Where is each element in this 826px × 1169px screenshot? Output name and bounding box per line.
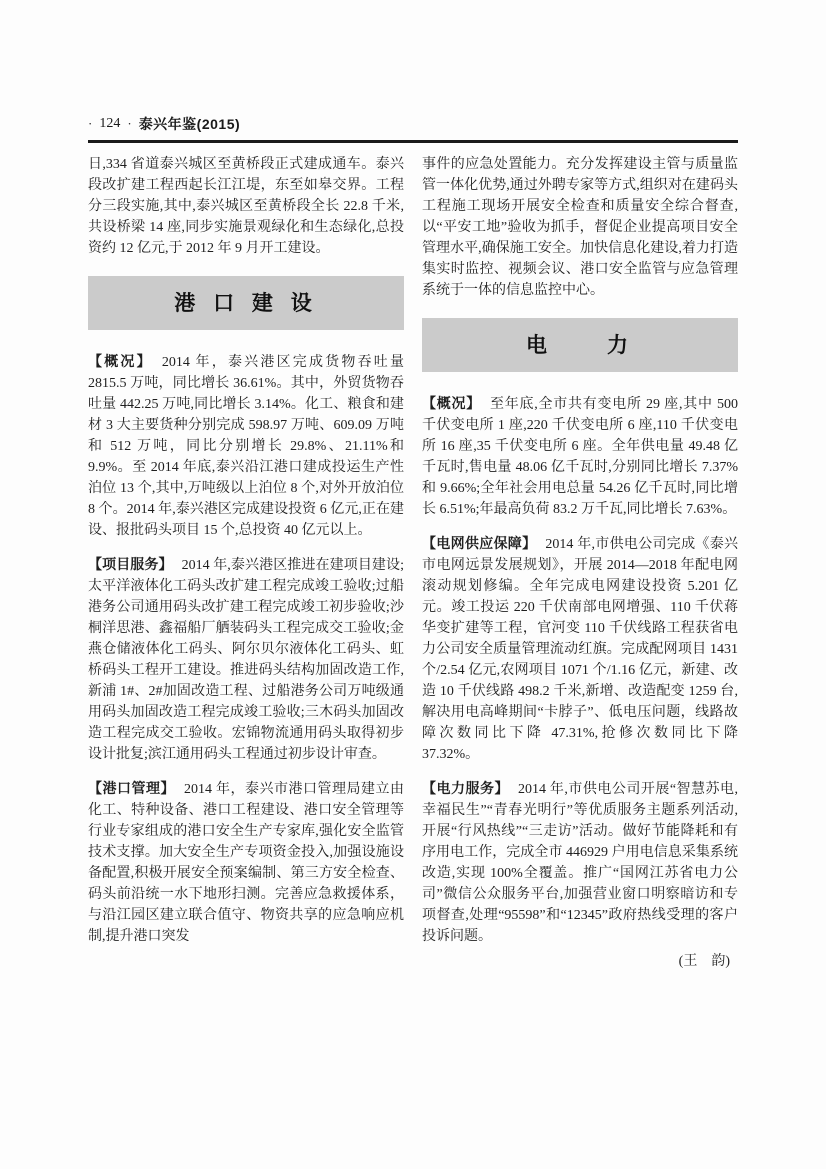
article-power-overview [422,393,738,520]
article-project-service [88,554,404,765]
article-label: 【电网供应保障】 [422,535,537,551]
article-label: 【概况】 [88,353,153,369]
article-port-management [88,778,404,947]
article-grid-supply-guarantee [422,533,738,765]
section-header-port-construction [88,276,404,330]
right-column [422,154,738,972]
page-number: 124 [99,116,121,131]
section-title: 电 力 [526,333,634,357]
article-label: 【港口管理】 [88,780,175,796]
article-text: 2014 年，泰兴港区完成货物吞吐量 2815.5 万吨，同比增长 36.61%。其中，外贸货物吞吐量 442.25 万吨,同比增长 3.14%。化工、粮食和建材 3 大主要货种分别完成 598.97 万吨、609.09 万吨和 512 万吨，同比分别增长 29.8%、21.11%和 9.9%。至 2014 年底,泰兴沿江港口建成投运生产性泊位 13 个,其中,万吨级以上泊位 8 个,对外开放泊位 8 个。2014 年,泰兴港区完成建设投资 6 亿元,正在建设、报批码头项目 15 个,总投资 40 亿元以上。 [88,355,405,538]
article-text: 2014 年，泰兴市港口管理局建立由化工、特种设备、港口工程建设、港口安全管理等行业专家组成的港口安全生产专家库,强化安全监管技术支撑。加大安全生产专项资金投入,加强设施设备配置,积极开展安全预案编制、第三方安全检查、码头前沿统一水下地形扫测。完善应急救援体系，与沿江园区建立联合值守、物资共享的应急响应机制,提升港口突发 [88,782,404,944]
article-label: 【电力服务】 [422,780,509,796]
header-bullet-right: · [127,116,132,131]
page-header [88,116,738,132]
article-port-overview [88,351,404,541]
header-bullet-left: · [88,116,93,131]
page-content [88,116,738,972]
article-label: 【项目服务】 [88,556,173,572]
header-rule [88,140,738,143]
article-text: 2014 年,泰兴港区推进在建项目建设;太平洋液体化工码头改扩建工程完成竣工验收;过船港务公司通用码头改扩建工程完成竣工初步验收;沙桐洋思港、鑫福船厂舾装码头工程完成交工验收;金燕仓储液体化工码头、阿尔贝尔液体化工码头、虹桥码头工程开工建设。推进码头结构加固改造工作,新浦 1#、2#加固改造工程、过船港务公司万吨级通用码头加固改造工程完成竣工验收;三木码头加固改造工程完成交工验收。宏锦物流通用码头取得初步设计批复;滨江通用码头工程通过初步设计审查。 [88,558,405,762]
left-column [88,154,404,972]
article-text: 2014 年,市供电公司开展“智慧苏电,幸福民生”“青春光明行”等优质服务主题系列活动,开展“行风热线”“三走访”活动。做好节能降耗和有序用电工作，完成全市 446929 户用电信息采集系统改造,实现 100%全覆盖。推广“国网江苏省电力公司”微信公众服务平台,加强营业窗口明察暗访和专项督查,处理“95598”和“12345”政府热线受理的客户投诉问题。 [422,782,738,944]
article-label: 【概况】 [422,395,481,411]
author-attribution: (王 韵) [678,954,730,969]
two-column-body [88,154,738,972]
section-title: 港 口 建 设 [174,291,318,315]
intro-paragraph: 日,334 省道泰兴城区至黄桥段正式建成通车。泰兴段改扩建工程西起长江江堤，东至如皋交界。工程分三段实施,其中,泰兴城区至黄桥段全长 22.8 千米,共设桥梁 14 座,同步实施景观绿化和生态绿化,总投资约 12 亿元,于 2012 年 9 月开工建设。 [88,157,404,256]
book-title: 泰兴年鉴(2015) [138,116,241,132]
section-header-electric-power [422,318,738,372]
article-text: 至年底,全市共有变电所 29 座,其中 500 千伏变电所 1 座,220 千伏变电所 6 座,110 千伏变电所 16 座,35 千伏变电所 6 座。全年供电量 49.48 亿千瓦时,售电量 48.06 亿千瓦时,分别同比增长 7.37%和 9.66%;全年社会用电总量 54.26 亿千瓦时,同比增长 6.51%;年最高负荷 83.2 万千瓦,同比增长 7.63%。 [422,397,738,517]
article-text: 2014 年,市供电公司完成《泰兴市电网远景发展规划》，开展 2014—2018 年配电网滚动规划修编。全年完成电网建设投资 5.201 亿元。竣工投运 220 千伏南部电网增强、110 千伏蒋华变扩建等工程，官河变 110 千伏线路工程获省电力公司安全质量管理流动红旗。完成配网项目 1431 个/2.54 亿元,农网项目 1071 个/1.16 亿元，新建、改造 10 千伏线路 498.2 千米,新增、改造配变 1259 台,解决用电高峰期间“卡脖子”、低电压问题，线路故障次数同比下降 47.31%,抢修次数同比下降 37.32%。 [422,537,739,762]
article-power-service [422,778,738,947]
continuation-paragraph: 事件的应急处置能力。充分发挥建设主管与质量监管一体化优势,通过外聘专家等方式,组织对在建码头工程施工现场开展安全检查和质量安全综合督查,以“平安工地”验收为抓手，督促企业提高项目安全管理水平,确保施工安全。加快信息化建设,着力打造集实时监控、视频会议、港口安全监管与应急管理系统于一体的信息监控中心。 [422,157,738,298]
